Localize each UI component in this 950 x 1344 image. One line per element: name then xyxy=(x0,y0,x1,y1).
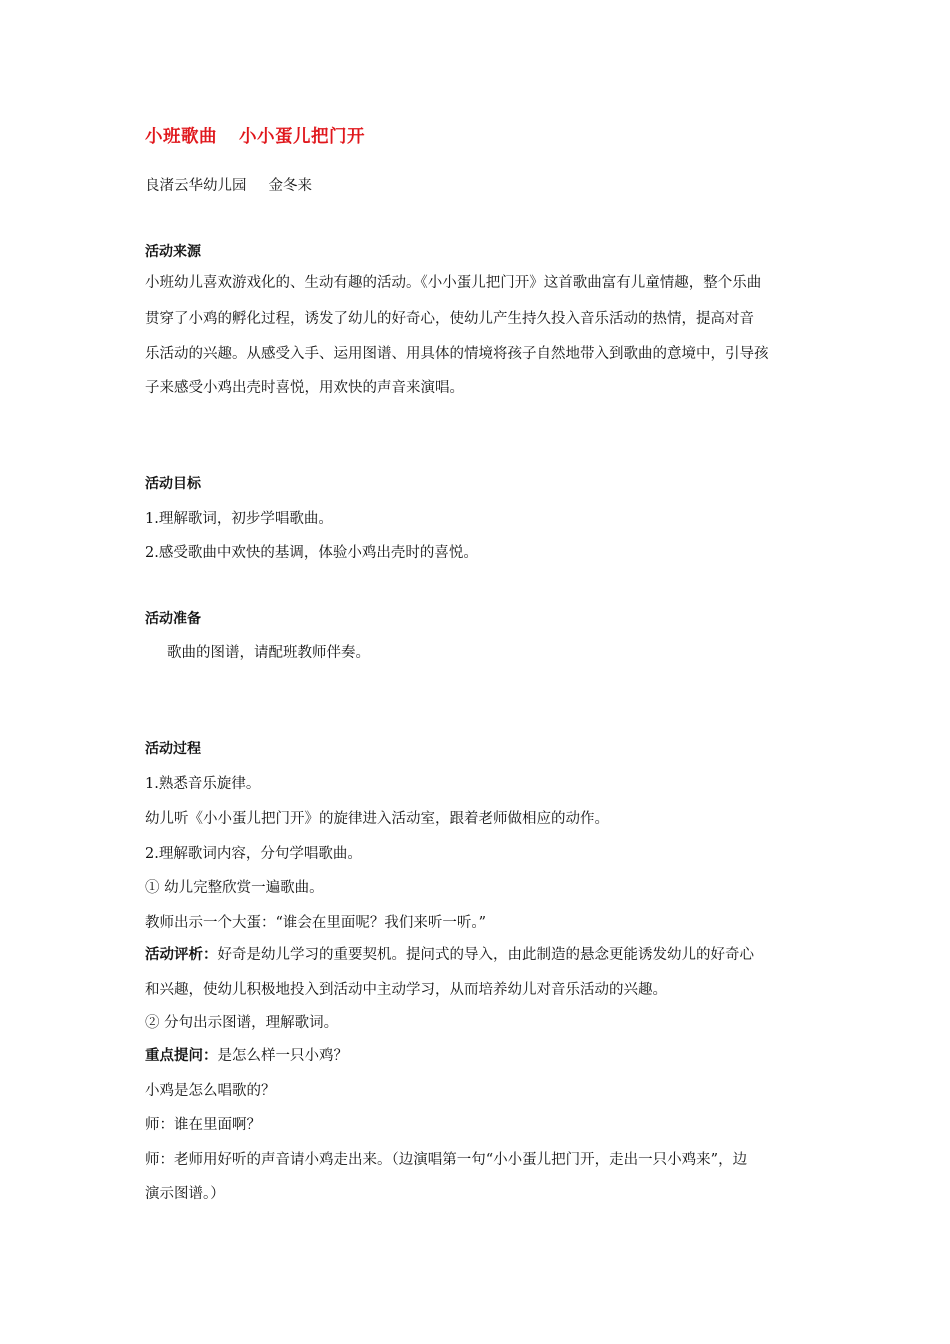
key-question-line xyxy=(145,1046,348,1066)
process-step-1-detail: 幼儿听《小小蛋儿把门开》的旋律进入活动室，跟着老师做相应的动作。 xyxy=(145,811,609,827)
section-heading-prep: 活动准备 xyxy=(145,611,201,627)
analysis-line-2: 和兴趣，使幼儿积极地投入到活动中主动学习，从而培养幼儿对音乐活动的兴趣。 xyxy=(145,982,667,998)
document-title xyxy=(145,125,365,149)
prep-text: 歌曲的图谱，请配班教师伴奏。 xyxy=(167,645,370,661)
key-question-label: 重点提问： xyxy=(145,1048,218,1064)
analysis-text: 好奇是幼儿学习的重要契机。提问式的导入，由此制造的悬念更能诱发幼儿的好奇心 xyxy=(217,947,754,963)
process-substep-1: ① 幼儿完整欣赏一遍歌曲。 xyxy=(145,880,324,896)
question-line: 小鸡是怎么唱歌的？ xyxy=(145,1083,276,1099)
section-heading-process: 活动过程 xyxy=(145,741,201,757)
author-name: 金冬来 xyxy=(268,178,312,194)
author-line xyxy=(145,176,312,196)
key-question-text: 是怎么样一只小鸡？ xyxy=(217,1048,348,1064)
question-line: 师：谁在里面啊？ xyxy=(145,1117,261,1133)
author-organization: 良渚云华幼儿园 xyxy=(145,178,247,194)
teacher-sings-line-1: 师：老师用好听的声音请小鸡走出来。（边演唱第一句“小小蛋儿把门开，走出一只小鸡来”，边 xyxy=(145,1152,748,1168)
goal-item: 1.理解歌词，初步学唱歌曲。 xyxy=(145,511,333,527)
process-step-1: 1.熟悉音乐旋律。 xyxy=(145,776,261,792)
teacher-shows-egg: 教师出示一个大蛋：“谁会在里面呢？我们来听一听。” xyxy=(145,915,487,931)
title-song-name: 小小蛋儿把门开 xyxy=(239,127,365,147)
source-paragraph-line: 贯穿了小鸡的孵化过程，诱发了幼儿的好奇心，使幼儿产生持久投入音乐活动的热情，提高对音 xyxy=(145,311,754,327)
source-paragraph-line: 小班幼儿喜欢游戏化的、生动有趣的活动。《小小蛋儿把门开》这首歌曲富有儿童情趣，整个乐曲 xyxy=(145,275,762,291)
analysis-line-1 xyxy=(145,945,754,965)
teacher-sings-line-2: 演示图谱。） xyxy=(145,1186,225,1202)
section-heading-source: 活动来源 xyxy=(145,244,201,260)
section-heading-goals: 活动目标 xyxy=(145,476,201,492)
source-paragraph-line: 乐活动的兴趣。从感受入手、运用图谱、用具体的情境将孩子自然地带入到歌曲的意境中，引导孩 xyxy=(145,346,769,362)
analysis-label: 活动评析： xyxy=(145,947,218,963)
goal-item: 2.感受歌曲中欢快的基调，体验小鸡出壳时的喜悦。 xyxy=(145,545,478,561)
process-substep-2: ② 分句出示图谱，理解歌词。 xyxy=(145,1015,339,1031)
source-paragraph-line: 子来感受小鸡出壳时喜悦，用欢快的声音来演唱。 xyxy=(145,380,464,396)
process-step-2: 2.理解歌词内容，分句学唱歌曲。 xyxy=(145,846,362,862)
title-category: 小班歌曲 xyxy=(145,127,217,147)
